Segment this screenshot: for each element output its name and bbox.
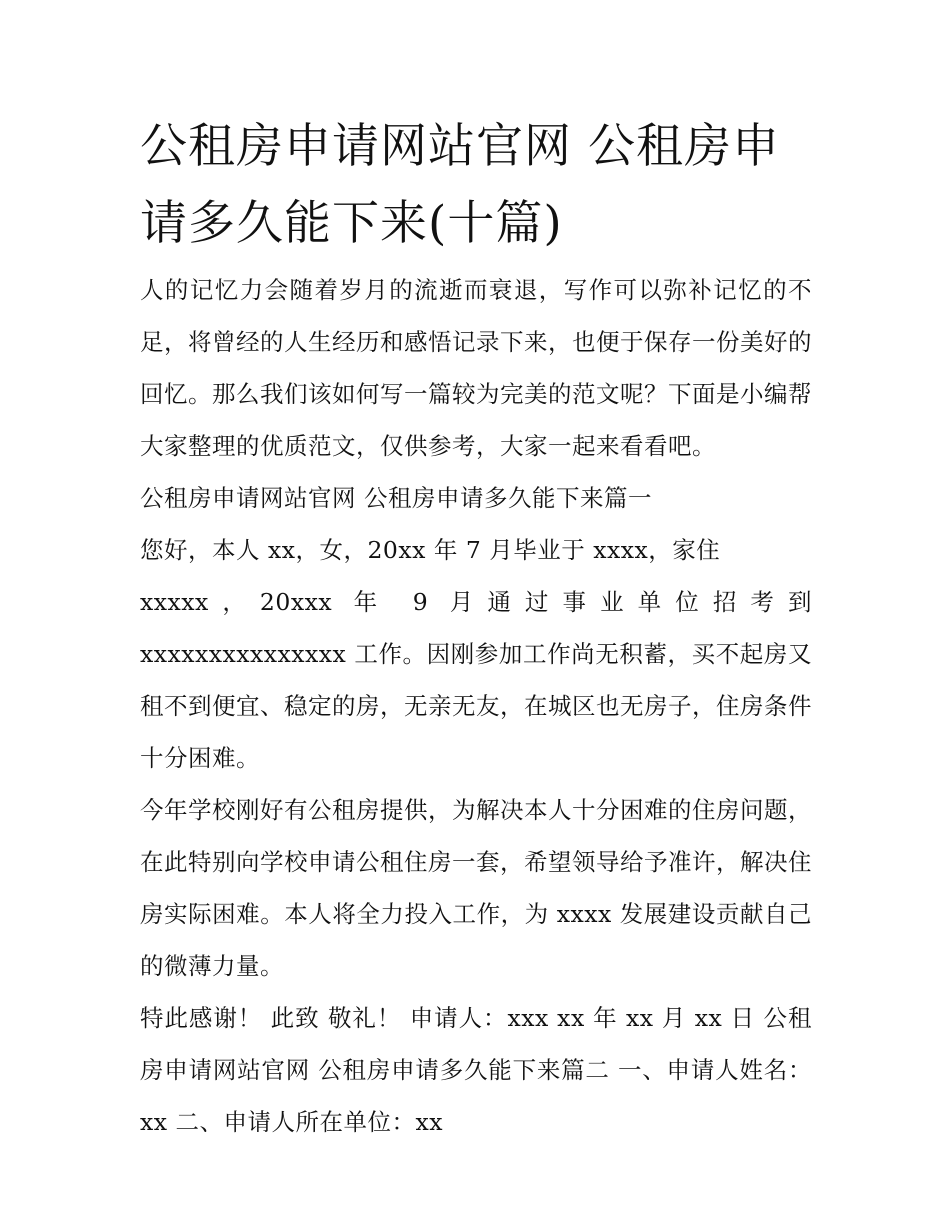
letter-paragraph-1-first-line: 您好，本人 xx，女，20xx 年 7 月毕业于 xxxx，家住 <box>140 536 721 564</box>
letter-paragraph-1: xxxxx，20xxx 年 9 月通过事业单位招考到 xxxxxxxxxxxxxxx 工作。因刚参加工作尚无积蓄，买不起房又租不到便宜、稳定的房，无亲无友，在城区也无房子，住房条件十分困难。 <box>140 588 812 772</box>
intro-paragraph: 人的记忆力会随着岁月的流逝而衰退，写作可以弥补记忆的不足，将曾经的人生经历和感悟记录下来，也便于保存一份美好的回忆。那么我们该如何写一篇较为完美的范文呢？下面是小编帮大家整理的优质范文，仅供参考，大家一起来看看吧。 <box>140 276 812 460</box>
title-line-1: 公租房申请网站官网 公租房申 <box>140 119 780 174</box>
document-title <box>140 108 812 262</box>
section-heading-1: 公租房申请网站官网 公租房申请多久能下来篇一 <box>140 484 652 512</box>
letter-paragraph-2: 今年学校刚好有公租房提供，为解决本人十分困难的住房问题，在此特别向学校申请公租住房一套，希望领导给予准许，解决住房实际困难。本人将全力投入工作，为 xxxx 发展建设贡献自己的微薄力量。 <box>140 796 812 980</box>
letter-paragraph-3: 特此感谢！ 此致 敬礼！ 申请人：xxx xx 年 xx 月 xx 日 公租房申请网站官网 公租房申请多久能下来篇二 一、申请人姓名：xx 二、申请人所在单位：xx <box>140 1004 812 1136</box>
title-line-2: 请多久能下来(十篇) <box>140 196 563 251</box>
document-body <box>140 108 812 1148</box>
